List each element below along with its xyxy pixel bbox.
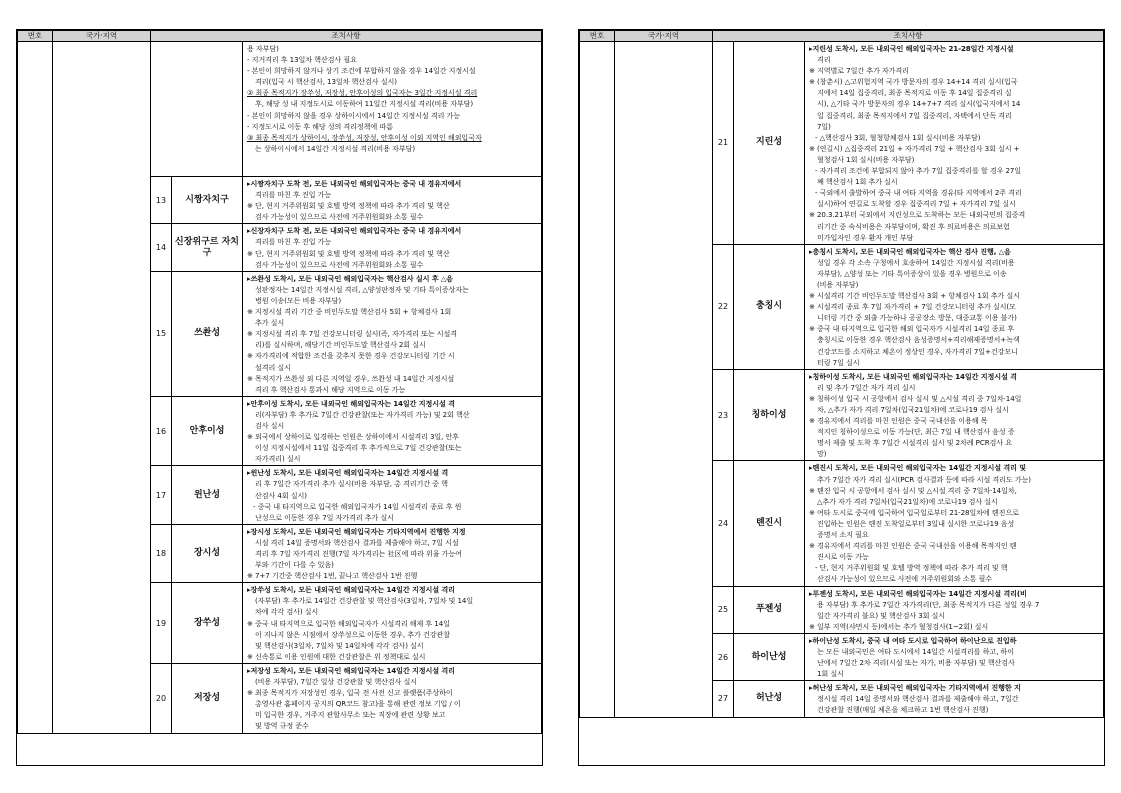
text-line: - 본인이 희망하지 않을 경우 상하이시에서 14일간 지정시설 격리 가능: [247, 110, 460, 120]
text-line: 1회 실시: [817, 669, 844, 679]
text-line: ▸시짱자치구 도착 전, 모든 내외국인 해외입국자는 중국 내 경유지에서: [247, 179, 462, 188]
text-line: 증명서 소지 필요: [817, 530, 869, 540]
row-measures: [243, 177, 542, 224]
text-line: - 본인이 희망하지 않거나 상기 조건에 부합하지 않을 경우 14일간 지정시설: [247, 66, 476, 76]
table-header-row: [580, 31, 1104, 42]
row-number: 27: [713, 681, 734, 717]
text-line: 혈청검사 1회 실시(비용 자부담): [817, 154, 915, 164]
row-measures: [805, 42, 1104, 245]
text-line: 7일): [817, 121, 831, 131]
row-region: 안후이성: [172, 396, 243, 466]
table-row: [580, 42, 1104, 245]
row-number: 20: [151, 663, 172, 733]
text-line: ▸충칭시 도착시, 모든 내외국인 해외입국자는 핵산 검사 진행, △음: [809, 246, 1011, 256]
row-measures: [805, 369, 1104, 461]
row-region: 장시성: [172, 524, 243, 582]
text-line: 리 후 7일간 자가격리 추가 실시(비용 자부담, 총 격리기간 중 핵: [255, 479, 448, 489]
header-measures: 조치사항: [713, 31, 1104, 42]
text-line: ※ 경유지에서 격리를 마친 인원은 중국 국내선을 이용해 목: [809, 416, 988, 426]
row-number: 18: [151, 524, 172, 582]
row-measures: [805, 461, 1104, 586]
header-number: 번호: [580, 31, 615, 42]
text-line: ※ 시설격리 기간 비인두도말 핵산검사 3회 + 항체검사 1회 추가 실시: [809, 291, 1020, 301]
text-line: ※ 외국에서 상하이로 입경하는 인원은 상하이에서 시설격리 3일, 안후: [247, 432, 459, 442]
row-measures: [805, 586, 1104, 633]
text-line: 성판정자는 14일간 지정시설 격리, △양성판정자 및 기타 특이증상자는: [255, 284, 469, 294]
text-line: ② 최종 목적지가 장쑤성, 저장성, 안후이성의 입국자는 3일간 지정시설 격리: [247, 88, 478, 98]
text-line: 및 방역 규정 준수: [255, 721, 309, 731]
row-number: 26: [713, 633, 734, 680]
text-line: ▸장쑤성 도착시, 모든 내외국인 해외입국자는 14일간 지정시설 격리: [247, 585, 455, 595]
text-line: ※ (연길시) △집중격리 21일 + 자가격리 7일 + 핵산검사 3회 실시 +: [809, 143, 1020, 153]
text-line: ▸윈난성 도착시, 모든 내외국인 해외입국자는 14일간 지정시설 격: [247, 468, 449, 478]
text-line: ※ 중국 내 타지역으로 입국한 해외입국자가 시설격리 해제 후 14일: [247, 618, 450, 628]
row-number: 13: [151, 177, 172, 224]
text-line: ▸쓰촨성 도착시, 모든 내외국인 해외입국자는 핵산검사 실시 후 △음: [247, 273, 453, 283]
row-measures: [243, 271, 542, 396]
text-line: ▸저장성 도착시, 모든 내외국인 해외입국자는 14일간 지정시설 격리: [247, 665, 455, 675]
right-page: [578, 29, 1105, 766]
text-line: ※ 목적지가 쓰촨성 외 다른 지역일 경우, 쓰촨성 내 14일간 지정시설: [247, 373, 455, 383]
text-line: 일간 자가격리 불요) 및 핵산검사 3회 실시: [817, 610, 946, 620]
text-line: ※ 톈진 입국 시 공항에서 검사 실시 및 △시설 격리 중 7일차·14일차,: [809, 485, 1017, 495]
text-line: 격리 후 핵산검사 통과시 해당 지역으로 이동 가능: [255, 384, 406, 394]
text-line: 산검사 4회 실시): [255, 490, 307, 500]
text-line: - △핵산검사 3회, 혈청항체검사 1회 실시(비용 자부담): [815, 132, 981, 142]
row-region: 하이난성: [734, 633, 805, 680]
text-line: 검사 가능성이 있으므로 사전에 거주위원회와 소통 필수: [255, 259, 424, 269]
row-region: 충칭시: [734, 244, 805, 369]
row-number: 24: [713, 461, 734, 586]
row-region: 쓰촨성: [172, 271, 243, 396]
text-line: 건강코드를 소지하고 체온이 정상인 경우, 자가격리 7일+건강모니: [817, 346, 1018, 356]
text-line: - 단, 현지 거주위원회 및 호텔 방역 정책에 따라 추가 격리 및 핵: [815, 563, 1008, 573]
text-line: 추가 7일간 자가 격리 실시(PCR 검사결과 등에 따라 시설 격리도 가능): [817, 474, 1031, 484]
header-measures: 조치사항: [151, 31, 542, 42]
text-line: 미가입자인 경우 환자 개인 부담: [817, 232, 914, 242]
row-measures: [805, 244, 1104, 369]
row-region: 푸젠성: [734, 586, 805, 633]
text-line: ▸하이난성 도착시, 중국 내 여타 도시로 입국하여 하이난으로 진입하: [809, 635, 1017, 645]
text-line: - 지정도시로 이동 후 해당 성의 격리정책에 따름: [247, 121, 393, 131]
measures-cell: [243, 42, 542, 177]
text-line: - 중국 내 타지역으로 입국한 해외입국자가 14일 시설격리 종료 후 윈: [253, 501, 462, 511]
text-line: 병원 이송(모든 비용 자부담): [255, 295, 342, 305]
text-line: ※ 20.3.21부터 국외에서 지린성으로 도착하는 모든 내외국민의 집중격: [809, 210, 1026, 220]
text-line: ※ (창춘시) △고위험지역 국가 방문자의 경우 14+14 격리 실시(입국: [809, 77, 1018, 87]
text-line: ※ 지역별로 7일간 추가 자가격리: [809, 66, 909, 76]
row-number: 14: [151, 224, 172, 271]
text-line: 용 자부담) 후 추가로 7일간 자가격리(단, 최종 목적지가 다른 성일 경우 7: [817, 599, 1040, 609]
text-line: 부와 기간이 다를 수 있음): [255, 560, 334, 570]
text-line: 리)를 실시하며, 해당기간 비인두도말 핵산검사 2회 실시: [255, 340, 426, 350]
row-measures: [243, 466, 542, 524]
text-line: 격리를 마친 후 진입 가능: [255, 190, 332, 200]
row-measures: [243, 583, 542, 664]
text-line: ※ 지정시설 격리 후 7일 건강모니터링 실시(즉, 자가격리 또는 시설격: [247, 329, 458, 339]
row-number: 19: [151, 583, 172, 664]
row-number: 25: [713, 586, 734, 633]
left-page: [16, 29, 543, 766]
text-line: (자부담) 후 추가로 14일간 건강관찰 및 핵산검사(3일차, 7일차 및 14일: [255, 596, 474, 606]
text-line: 격리(입국 시 핵산검사, 13일차 핵산검사 실시): [255, 77, 397, 87]
text-line: ※ 자가격리에 적합한 조건을 갖추지 못한 경우 건강모니터링 기간 시: [247, 351, 455, 361]
text-line: 지에서 14일 집중격리, 최종 목적지로 이동 후 14일 집중격리 실: [817, 88, 1012, 98]
text-line: (비용 자부담): [817, 279, 859, 289]
header-region: 국가·지역: [615, 31, 713, 42]
text-line: 시설 격리 14일 증명서와 핵산검사 결과를 제출해야 하고, 7일 시설: [255, 537, 459, 547]
row-measures: [243, 224, 542, 271]
row-measures: [243, 396, 542, 466]
text-line: ▸칭하이성 도착시, 모든 내외국인 해외입국자는 14일간 지정시설 격: [809, 371, 1017, 381]
text-line: 차, △추가 자가 격리 7일차(입국21일차)에 코로나19 검사 실시: [817, 405, 1009, 414]
text-line: 격리 후 7일 자가격리 진행(7일 자가격리는 社区에 따라 위율 가능여: [255, 549, 462, 558]
text-line: ※ 칭하이성 입국 시 공항에서 검사 실시 및 △시설 격리 중 7일차·14일: [809, 393, 1022, 403]
text-line: ※ 시설격리 종료 후 7일 자가격리 + 7일 건강모니터링 추가 실시(모: [809, 302, 1016, 312]
row-number: 21: [713, 42, 734, 245]
text-line: ▸푸젠성 도착시, 모든 내외국인 해외입국자는 14일간 지정시설 격리(비: [809, 588, 1027, 598]
table-row: [18, 42, 542, 177]
text-line: △추가 자가 격리 7일차(입국21일차)에 코로나19 검사 실시: [817, 496, 998, 506]
header-region: 국가·지역: [53, 31, 151, 42]
number-cell: [18, 42, 53, 734]
text-line: ▸장시성 도착시, 모든 내외국인 해외입국자는 기타지역에서 진행한 지정: [247, 526, 466, 536]
text-line: 일 집중격리, 최종 목적지에서 7일 집중격리, 자택에서 단독 격리: [817, 110, 1012, 120]
row-region: 저장성: [172, 663, 243, 733]
text-line: 난에서 7일간 2차 격리(시설 또는 자가, 비용 자부담) 및 핵산검사: [817, 658, 1015, 668]
text-line: ※ 단, 현지 거주위원회 및 호텔 방역 정책에 따라 추가 격리 및 핵산: [247, 248, 450, 258]
text-line: 추가 실시: [255, 318, 285, 328]
text-line: 리기간 중 숙식비용은 자부담이며, 확진 후 의료비용은 의료보험: [817, 221, 1010, 231]
text-line: 검사 실시: [255, 420, 285, 430]
text-line: 차에 각각 검사) 실시: [255, 607, 319, 617]
text-line: ※ 7+7 기간중 핵산검사 1번, 끝나고 핵산검사 1번 진행: [247, 571, 418, 581]
row-region: 윈난성: [172, 466, 243, 524]
text-line: 미 입국한 경우, 거주지 관할사무소 또는 직장에 관련 상황 보고: [255, 710, 446, 720]
text-line: 건강관찰 진행(매일 체온을 체크하고 1번 핵산검사 진행): [817, 705, 989, 715]
text-line: 후, 해당 성 내 지정도시로 이동하여 11일간 지정시설 격리(비용 자부담): [255, 99, 474, 109]
text-line: ※ 단, 현지 거주위원회 및 호텔 방역 정책에 따라 추가 격리 및 핵산: [247, 201, 450, 211]
text-line: 는 모든 내외국민은 여타 도시에서 14일간 시설격리를 하고, 하이: [817, 646, 1015, 656]
header-number: 번호: [18, 31, 53, 42]
row-measures: [243, 524, 542, 582]
text-line: 터링 7일 실시: [817, 357, 860, 367]
row-region: 지린성: [734, 42, 805, 245]
text-line: ※ 최종 목적지가 저장성인 경우, 입국 전 사전 신고 플랫폼(주상하이: [247, 688, 453, 698]
row-number: 23: [713, 369, 734, 461]
number-cell: [580, 42, 615, 718]
row-number: 22: [713, 244, 734, 369]
row-region: 허난성: [734, 681, 805, 717]
text-line: ※ 경유지에서 격리를 마친 인원은 중국 국내선을 이용해 목적지인 톈: [809, 541, 1017, 551]
row-region: 시짱자치구: [172, 177, 243, 224]
region-cell: [53, 42, 151, 734]
text-line: 적지인 칭하이성으로 이동 가능(단, 최근 7일 내 핵산검사 음성 증: [817, 427, 1015, 437]
text-line: - 국외에서 출발하여 중국 내 여타 지역을 경유(타 지역에서 2주 격리: [815, 188, 1022, 198]
text-line: 산검사 가능성이 있으므로 사전에 거주위원회와 소통 필수: [817, 574, 992, 584]
text-line: ▸톈진시 도착시, 모든 내외국인 해외입국자는 14일간 지정시설 격리 및: [809, 463, 1027, 473]
text-line: 시), △기타 국가 방문자의 경우 14+7+7 격리 실시(입국지에서 14: [817, 99, 1021, 109]
text-line: 이성 지정시설에서 11일 집중격리 후 추가적으로 7일 건강관찰(또는: [255, 443, 462, 453]
row-number: 17: [151, 466, 172, 524]
text-line: 정시설 격리 14일 증명서와 핵산검사 결과를 제출해야 하고, 7일간: [817, 694, 1019, 704]
text-line: 설격리 실시: [255, 362, 291, 372]
text-line: ※ 일부 지역(샤먼시 등)에서는 추가 혈청검사(1~2회) 실시: [809, 621, 989, 631]
text-line: 용 자부담): [247, 44, 279, 53]
text-line: 검사 가능성이 있으므로 사전에 거주위원회와 소통 필수: [255, 212, 424, 222]
text-line: 진입하는 인원은 톈진 도착일로부터 3일내 실시한 코로나19 음성: [817, 518, 1015, 528]
text-line: 니터링 기간 중 외출 가능하나 공공장소 방문, 대중교통 이용 불가): [817, 313, 1017, 323]
text-line: ▸허난성 도착시, 모든 내외국인 해외입국자는 기타지역에서 진행한 지: [809, 683, 1021, 693]
row-number: 16: [151, 396, 172, 466]
row-region: 칭하이성: [734, 369, 805, 461]
text-line: ※ 신속통로 이용 인원에 대한 건강관찰은 위 정책대로 실시: [247, 651, 426, 661]
row-measures: [805, 633, 1104, 680]
text-line: 이 지나지 않은 시점에서 장쑤성으로 이동한 경우, 추가 건강관찰: [255, 629, 450, 639]
text-line: ※ 중국 내 타지역으로 입국한 해외 입국자가 시설격리 14일 종료 후: [809, 324, 1015, 334]
text-line: ※ 지정시설 격리 기간 중 비인두도말 핵산검사 5회 + 항체검사 1회: [247, 307, 452, 317]
text-line: 진시로 이동 가능: [817, 552, 869, 562]
row-region: 신장위구르 자치구: [172, 224, 243, 271]
text-line: 째 핵산검사 1회 추가 실시: [817, 177, 898, 187]
empty-cell: [151, 42, 243, 177]
text-line: 및 핵산검사(3일차, 7일차 및 14일차에 각각 검사) 실시: [255, 640, 424, 650]
text-line: (비용 자부담), 7일간 일상 건강관찰 및 핵산검사 실시: [255, 677, 418, 687]
text-line: ▸신장자치구 도착 전, 모든 내외국인 해외입국자는 중국 내 경유지에서: [247, 226, 462, 236]
text-line: 난성으로 이동한 경우 7일 자가격리 추가 실시: [255, 512, 394, 522]
text-line: ▸지린성 도착시, 모든 내외국인 해외입국자는 21-28일간 지정시설: [809, 44, 1014, 53]
text-line: 실시)하여 연길로 도착할 경우 집중격리 7일 + 자가격리 7일 실시: [817, 199, 1016, 209]
text-line: 자가격리) 실시: [255, 454, 301, 464]
text-line: 총영사관 홈페이지 공지의 QR코드 참고)을 통해 관련 정보 기입 / 이: [255, 699, 461, 709]
row-number: 15: [151, 271, 172, 396]
right-measures-table: [579, 30, 1104, 718]
row-region: 장쑤성: [172, 583, 243, 664]
text-line: 망): [817, 449, 827, 459]
text-line: 자부담), △양성 또는 기타 특이증상이 있을 경우 병원으로 이송: [817, 268, 1007, 278]
table-header-row: [18, 31, 542, 42]
text-line: 충칭시로 이동한 경우 핵산검사 음성증명서+격리해제증명서+녹색: [817, 335, 1020, 345]
left-measures-table: [17, 30, 542, 734]
text-line: 는 상하이시에서 14일간 지정시설 격리(비용 자부담): [255, 143, 415, 153]
text-line: ※ 여타 도시로 중국에 입국하여 입국일로부터 21-28일차에 톈진으로: [809, 507, 1019, 517]
text-line: ▸안후이성 도착시, 모든 내외국인 해외입국자는 14일간 지정시설 격: [247, 398, 455, 408]
text-line: - 지거격리 후 13일차 핵산검사 필요: [247, 55, 357, 65]
text-line: 성일 경우 각 소속 구청에서 호송하여 14일간 지정시설 격리(비용: [817, 257, 1015, 267]
text-line: 리(자부담) 후 추가로 7일간 건강관찰(또는 자가격리 가능) 및 2회 핵산: [255, 409, 470, 419]
text-line: ③ 최종 목적지가 상하이시, 장쑤성, 저장성, 안후이성 이외 지역인 해외입국자: [247, 132, 482, 142]
row-region: 톈진시: [734, 461, 805, 586]
region-cell: [615, 42, 713, 718]
text-line: 격리: [817, 55, 831, 65]
text-line: 리 및 추가 7일간 자가 격리 실시: [817, 382, 916, 392]
row-measures: [243, 663, 542, 733]
text-line: 명서 제출 및 도착 후 7일간 시설격리 실시 및 2차례 PCR검사 요: [817, 438, 1012, 448]
text-line: - 자가격리 조건에 부합되지 않아 추가 7일 집중격리를 할 경우 27일: [815, 166, 1022, 176]
row-measures: [805, 681, 1104, 717]
text-line: 격리를 마친 후 진입 가능: [255, 237, 332, 247]
